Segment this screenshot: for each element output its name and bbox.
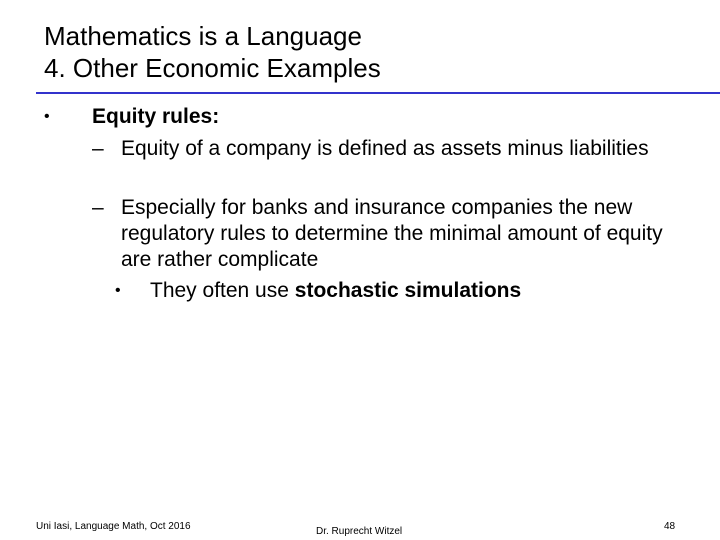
page-number: 48 — [664, 521, 676, 532]
slide-title — [44, 20, 381, 84]
bullet-marker: • — [44, 108, 50, 125]
equity-definition-text: Equity of a company is defined as assets minus liabilities — [121, 137, 649, 160]
footer-author: Dr. Ruprecht Witzel — [316, 526, 403, 537]
sub-bullet-marker: • — [115, 282, 121, 299]
title-line-1: Mathematics is a Language — [44, 21, 362, 51]
title-line-2: 4. Other Economic Examples — [44, 53, 381, 83]
title-underline — [36, 92, 720, 94]
stochastic-simulations-text — [150, 278, 521, 304]
dash-marker: – — [92, 196, 104, 219]
dash-marker: – — [92, 137, 104, 160]
equity-rules-heading: Equity rules: — [92, 105, 220, 128]
footer-course-info: Uni Iasi, Language Math, Oct 2016 — [36, 521, 191, 532]
stochastic-highlight: stochastic simulations — [294, 279, 522, 302]
stochastic-prefix: They often use — [150, 279, 295, 302]
regulatory-rules-text: Especially for banks and insurance companies the new regulatory rules to determine the minimal amount of equity are rather complicate — [121, 196, 663, 271]
